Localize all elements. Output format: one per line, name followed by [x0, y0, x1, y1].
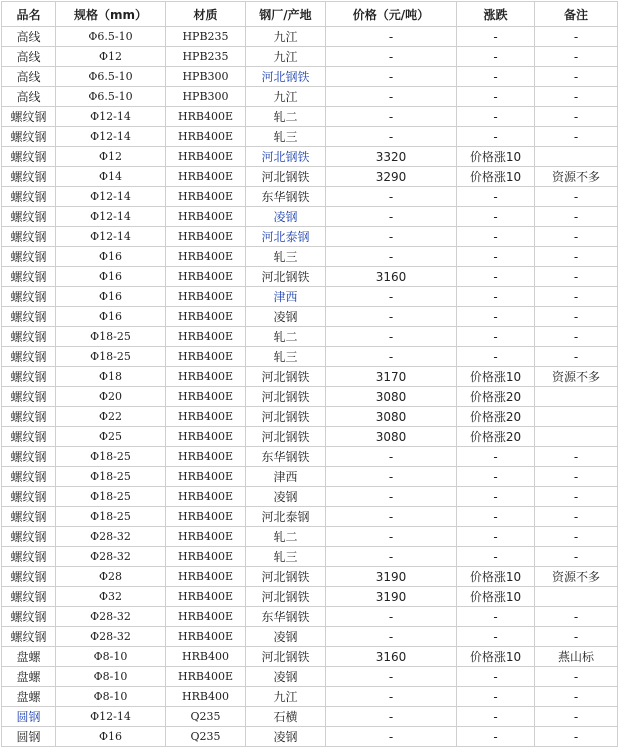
spec-cell: Φ12-14 — [56, 187, 166, 207]
material-cell: HRB400E — [166, 347, 246, 367]
spec-cell: Φ28 — [56, 567, 166, 587]
price-cell: 3080 — [326, 387, 457, 407]
table-row — [2, 307, 618, 327]
origin-cell-link[interactable]: 河北钢铁 — [246, 67, 326, 87]
table-row — [2, 407, 618, 427]
note-cell: - — [535, 67, 618, 87]
change-cell: - — [457, 327, 535, 347]
product-name-cell: 螺纹钢 — [2, 447, 56, 467]
product-name-cell: 螺纹钢 — [2, 467, 56, 487]
price-cell: - — [326, 687, 457, 707]
spec-cell: Φ28-32 — [56, 527, 166, 547]
material-cell: HRB400E — [166, 527, 246, 547]
product-name-cell: 螺纹钢 — [2, 287, 56, 307]
change-cell: - — [457, 307, 535, 327]
price-cell: - — [326, 67, 457, 87]
origin-cell: 轧三 — [246, 347, 326, 367]
price-cell: - — [326, 187, 457, 207]
table-row — [2, 507, 618, 527]
table-row — [2, 87, 618, 107]
price-cell: 3190 — [326, 567, 457, 587]
origin-cell-link[interactable]: 河北钢铁 — [246, 147, 326, 167]
change-cell: 价格涨10 — [457, 647, 535, 667]
note-cell: - — [535, 607, 618, 627]
material-cell: HRB400E — [166, 387, 246, 407]
change-cell: 价格涨20 — [457, 427, 535, 447]
change-cell: - — [457, 267, 535, 287]
product-name-cell: 螺纹钢 — [2, 387, 56, 407]
product-name-cell: 盘螺 — [2, 687, 56, 707]
origin-cell-link[interactable]: 河北泰钢 — [246, 227, 326, 247]
note-cell: - — [535, 627, 618, 647]
change-cell: - — [457, 227, 535, 247]
change-cell: - — [457, 207, 535, 227]
material-cell: HRB400E — [166, 427, 246, 447]
table-row — [2, 247, 618, 267]
origin-cell: 九江 — [246, 47, 326, 67]
note-cell: 资源不多 — [535, 367, 618, 387]
product-name-cell: 螺纹钢 — [2, 607, 56, 627]
price-cell: - — [326, 247, 457, 267]
note-cell: - — [535, 287, 618, 307]
price-cell: - — [326, 607, 457, 627]
material-cell: HPB300 — [166, 67, 246, 87]
note-cell: - — [535, 227, 618, 247]
table-row — [2, 447, 618, 467]
spec-cell: Φ22 — [56, 407, 166, 427]
spec-cell: Φ8-10 — [56, 647, 166, 667]
note-cell: - — [535, 127, 618, 147]
table-row — [2, 267, 618, 287]
spec-cell: Φ12 — [56, 147, 166, 167]
change-cell: - — [457, 27, 535, 47]
origin-cell: 轧三 — [246, 127, 326, 147]
change-cell: - — [457, 467, 535, 487]
note-cell: - — [535, 107, 618, 127]
material-cell: HRB400E — [166, 147, 246, 167]
note-cell: - — [535, 307, 618, 327]
price-cell: - — [326, 467, 457, 487]
change-cell: 价格涨20 — [457, 387, 535, 407]
material-cell: HRB400E — [166, 107, 246, 127]
price-cell: 3160 — [326, 647, 457, 667]
note-cell: - — [535, 47, 618, 67]
spec-cell: Φ28-32 — [56, 607, 166, 627]
price-cell: - — [326, 707, 457, 727]
note-cell: - — [535, 667, 618, 687]
change-cell: - — [457, 127, 535, 147]
spec-cell: Φ18-25 — [56, 447, 166, 467]
note-cell: - — [535, 547, 618, 567]
spec-cell: Φ16 — [56, 307, 166, 327]
note-cell: - — [535, 707, 618, 727]
product-name-cell: 螺纹钢 — [2, 227, 56, 247]
origin-cell: 轧三 — [246, 547, 326, 567]
note-cell: 资源不多 — [535, 567, 618, 587]
product-name-cell: 螺纹钢 — [2, 407, 56, 427]
product-name-cell: 螺纹钢 — [2, 487, 56, 507]
table-row — [2, 667, 618, 687]
price-cell: 3080 — [326, 407, 457, 427]
spec-cell: Φ6.5-10 — [56, 27, 166, 47]
price-cell: - — [326, 307, 457, 327]
table-row — [2, 567, 618, 587]
change-cell: - — [457, 447, 535, 467]
origin-cell: 九江 — [246, 687, 326, 707]
table-header-row — [2, 2, 618, 27]
material-cell: HRB400E — [166, 167, 246, 187]
spec-cell: Φ28-32 — [56, 547, 166, 567]
price-cell: 3290 — [326, 167, 457, 187]
table-row — [2, 67, 618, 87]
origin-cell: 河北钢铁 — [246, 647, 326, 667]
material-cell: HRB400E — [166, 487, 246, 507]
note-cell: - — [535, 207, 618, 227]
note-cell: - — [535, 507, 618, 527]
price-cell: - — [326, 507, 457, 527]
table-row — [2, 607, 618, 627]
product-name-cell: 螺纹钢 — [2, 427, 56, 447]
note-cell: - — [535, 467, 618, 487]
column-header-origin-link[interactable]: 钢厂/产地 — [246, 2, 326, 27]
price-cell: - — [326, 27, 457, 47]
spec-cell: Φ18-25 — [56, 467, 166, 487]
origin-cell: 凌钢 — [246, 727, 326, 747]
spec-cell: Φ18 — [56, 367, 166, 387]
material-cell: HRB400 — [166, 687, 246, 707]
column-header-material: 材质 — [166, 2, 246, 27]
note-cell: - — [535, 267, 618, 287]
spec-cell: Φ16 — [56, 287, 166, 307]
origin-cell: 轧三 — [246, 247, 326, 267]
spec-cell: Φ8-10 — [56, 667, 166, 687]
change-cell: - — [457, 687, 535, 707]
origin-cell: 河北钢铁 — [246, 167, 326, 187]
note-cell: - — [535, 727, 618, 747]
spec-cell: Φ18-25 — [56, 507, 166, 527]
spec-cell: Φ12-14 — [56, 127, 166, 147]
price-cell: - — [326, 527, 457, 547]
product-name-cell: 螺纹钢 — [2, 627, 56, 647]
origin-cell: 河北泰钢 — [246, 507, 326, 527]
price-cell: - — [326, 207, 457, 227]
table-row — [2, 167, 618, 187]
change-cell: - — [457, 547, 535, 567]
price-cell: - — [326, 107, 457, 127]
change-cell: - — [457, 247, 535, 267]
product-name-cell: 螺纹钢 — [2, 107, 56, 127]
material-cell: HRB400E — [166, 667, 246, 687]
spec-cell: Φ12-14 — [56, 207, 166, 227]
price-cell: 3320 — [326, 147, 457, 167]
change-cell: - — [457, 527, 535, 547]
material-cell: HRB400E — [166, 127, 246, 147]
material-cell: Q235 — [166, 707, 246, 727]
origin-cell: 津西 — [246, 467, 326, 487]
price-cell: 3190 — [326, 587, 457, 607]
origin-cell: 凌钢 — [246, 627, 326, 647]
change-cell: - — [457, 707, 535, 727]
note-cell — [535, 407, 618, 427]
product-name-cell: 盘螺 — [2, 647, 56, 667]
note-cell: 资源不多 — [535, 167, 618, 187]
price-cell: - — [326, 487, 457, 507]
origin-cell: 东华钢铁 — [246, 187, 326, 207]
note-cell: - — [535, 347, 618, 367]
note-cell: 燕山标 — [535, 647, 618, 667]
table-row — [2, 227, 618, 247]
table-row — [2, 147, 618, 167]
spec-cell: Φ20 — [56, 387, 166, 407]
product-name-cell: 高线 — [2, 27, 56, 47]
material-cell: HRB400E — [166, 207, 246, 227]
spec-cell: Φ25 — [56, 427, 166, 447]
spec-cell: Φ12-14 — [56, 707, 166, 727]
table-row — [2, 707, 618, 727]
product-name-cell: 螺纹钢 — [2, 147, 56, 167]
product-name-cell: 螺纹钢 — [2, 127, 56, 147]
material-cell: HRB400E — [166, 607, 246, 627]
note-cell: - — [535, 327, 618, 347]
price-cell: - — [326, 667, 457, 687]
spec-cell: Φ16 — [56, 727, 166, 747]
table-row — [2, 727, 618, 747]
price-cell: - — [326, 287, 457, 307]
column-header-note: 备注 — [535, 2, 618, 27]
origin-cell: 凌钢 — [246, 307, 326, 327]
material-cell: HRB400E — [166, 547, 246, 567]
note-cell: - — [535, 487, 618, 507]
price-cell: - — [326, 47, 457, 67]
table-row — [2, 467, 618, 487]
origin-cell: 九江 — [246, 27, 326, 47]
price-cell: - — [326, 87, 457, 107]
column-header-spec: 规格（mm） — [56, 2, 166, 27]
change-cell: 价格涨10 — [457, 567, 535, 587]
table-row — [2, 427, 618, 447]
material-cell: HRB400E — [166, 467, 246, 487]
product-name-cell: 螺纹钢 — [2, 167, 56, 187]
product-name-cell: 圆钢 — [2, 727, 56, 747]
change-cell: - — [457, 187, 535, 207]
product-name-cell: 螺纹钢 — [2, 187, 56, 207]
column-header-change: 涨跌 — [457, 2, 535, 27]
product-name-cell: 盘螺 — [2, 667, 56, 687]
material-cell: HRB400E — [166, 627, 246, 647]
table-row — [2, 327, 618, 347]
note-cell — [535, 387, 618, 407]
product-name-cell: 螺纹钢 — [2, 307, 56, 327]
table-row — [2, 587, 618, 607]
spec-cell: Φ12-14 — [56, 107, 166, 127]
change-cell: - — [457, 487, 535, 507]
table-row — [2, 347, 618, 367]
material-cell: HRB400E — [166, 227, 246, 247]
table-row — [2, 547, 618, 567]
material-cell: HRB400E — [166, 247, 246, 267]
change-cell: - — [457, 507, 535, 527]
note-cell: - — [535, 87, 618, 107]
origin-cell-link[interactable]: 津西 — [246, 287, 326, 307]
table-row — [2, 187, 618, 207]
material-cell: Q235 — [166, 727, 246, 747]
steel-price-table — [1, 1, 618, 747]
origin-cell: 河北钢铁 — [246, 427, 326, 447]
change-cell: - — [457, 607, 535, 627]
table-row — [2, 127, 618, 147]
change-cell: - — [457, 727, 535, 747]
table-row — [2, 687, 618, 707]
origin-cell: 河北钢铁 — [246, 367, 326, 387]
spec-cell: Φ16 — [56, 247, 166, 267]
product-name-cell: 螺纹钢 — [2, 247, 56, 267]
table-row — [2, 207, 618, 227]
spec-cell: Φ32 — [56, 587, 166, 607]
table-row — [2, 47, 618, 67]
material-cell: HPB235 — [166, 27, 246, 47]
change-cell: - — [457, 347, 535, 367]
origin-cell: 轧二 — [246, 107, 326, 127]
material-cell: HRB400E — [166, 187, 246, 207]
note-cell: - — [535, 187, 618, 207]
price-cell: 3080 — [326, 427, 457, 447]
origin-cell: 九江 — [246, 87, 326, 107]
product-name-cell: 螺纹钢 — [2, 547, 56, 567]
spec-cell: Φ18-25 — [56, 487, 166, 507]
product-name-cell-link[interactable]: 圆钢 — [2, 707, 56, 727]
note-cell — [535, 587, 618, 607]
price-cell: - — [326, 347, 457, 367]
table-row — [2, 487, 618, 507]
origin-cell: 东华钢铁 — [246, 447, 326, 467]
price-cell: - — [326, 127, 457, 147]
price-cell: - — [326, 627, 457, 647]
product-name-cell: 高线 — [2, 87, 56, 107]
origin-cell: 凌钢 — [246, 487, 326, 507]
product-name-cell: 高线 — [2, 67, 56, 87]
column-header-price: 价格（元/吨） — [326, 2, 457, 27]
material-cell: HRB400 — [166, 647, 246, 667]
table-row — [2, 627, 618, 647]
material-cell: HRB400E — [166, 507, 246, 527]
origin-cell: 轧二 — [246, 327, 326, 347]
change-cell: 价格涨20 — [457, 407, 535, 427]
price-cell: - — [326, 547, 457, 567]
price-cell: - — [326, 727, 457, 747]
change-cell: 价格涨10 — [457, 147, 535, 167]
product-name-cell: 螺纹钢 — [2, 567, 56, 587]
spec-cell: Φ6.5-10 — [56, 67, 166, 87]
material-cell: HRB400E — [166, 447, 246, 467]
change-cell: - — [457, 667, 535, 687]
material-cell: HPB300 — [166, 87, 246, 107]
change-cell: 价格涨10 — [457, 587, 535, 607]
table-row — [2, 647, 618, 667]
spec-cell: Φ28-32 — [56, 627, 166, 647]
material-cell: HRB400E — [166, 367, 246, 387]
table-row — [2, 527, 618, 547]
spec-cell: Φ16 — [56, 267, 166, 287]
price-cell: - — [326, 327, 457, 347]
product-name-cell: 螺纹钢 — [2, 527, 56, 547]
origin-cell: 河北钢铁 — [246, 587, 326, 607]
material-cell: HPB235 — [166, 47, 246, 67]
note-cell — [535, 427, 618, 447]
change-cell: 价格涨10 — [457, 367, 535, 387]
change-cell: - — [457, 107, 535, 127]
table-row — [2, 27, 618, 47]
table-body — [2, 27, 618, 747]
column-header-name: 品名 — [2, 2, 56, 27]
change-cell: - — [457, 87, 535, 107]
product-name-cell: 螺纹钢 — [2, 367, 56, 387]
origin-cell: 石横 — [246, 707, 326, 727]
spec-cell: Φ18-25 — [56, 327, 166, 347]
product-name-cell: 螺纹钢 — [2, 207, 56, 227]
origin-cell: 河北钢铁 — [246, 387, 326, 407]
material-cell: HRB400E — [166, 307, 246, 327]
table-row — [2, 107, 618, 127]
spec-cell: Φ8-10 — [56, 687, 166, 707]
product-name-cell: 高线 — [2, 47, 56, 67]
price-cell: 3160 — [326, 267, 457, 287]
note-cell: - — [535, 27, 618, 47]
spec-cell: Φ6.5-10 — [56, 87, 166, 107]
origin-cell: 河北钢铁 — [246, 567, 326, 587]
price-cell: - — [326, 447, 457, 467]
change-cell: - — [457, 67, 535, 87]
material-cell: HRB400E — [166, 567, 246, 587]
spec-cell: Φ14 — [56, 167, 166, 187]
spec-cell: Φ12-14 — [56, 227, 166, 247]
origin-cell-link[interactable]: 凌钢 — [246, 207, 326, 227]
change-cell: - — [457, 287, 535, 307]
change-cell: - — [457, 627, 535, 647]
product-name-cell: 螺纹钢 — [2, 587, 56, 607]
origin-cell: 河北钢铁 — [246, 267, 326, 287]
material-cell: HRB400E — [166, 287, 246, 307]
material-cell: HRB400E — [166, 267, 246, 287]
table-row — [2, 367, 618, 387]
product-name-cell: 螺纹钢 — [2, 327, 56, 347]
note-cell — [535, 147, 618, 167]
origin-cell: 凌钢 — [246, 667, 326, 687]
product-name-cell: 螺纹钢 — [2, 507, 56, 527]
spec-cell: Φ18-25 — [56, 347, 166, 367]
change-cell: - — [457, 47, 535, 67]
note-cell: - — [535, 247, 618, 267]
origin-cell: 轧二 — [246, 527, 326, 547]
note-cell: - — [535, 447, 618, 467]
price-cell: - — [326, 227, 457, 247]
origin-cell: 东华钢铁 — [246, 607, 326, 627]
material-cell: HRB400E — [166, 587, 246, 607]
spec-cell: Φ12 — [56, 47, 166, 67]
product-name-cell: 螺纹钢 — [2, 347, 56, 367]
material-cell: HRB400E — [166, 407, 246, 427]
note-cell: - — [535, 527, 618, 547]
note-cell: - — [535, 687, 618, 707]
table-row — [2, 287, 618, 307]
product-name-cell: 螺纹钢 — [2, 267, 56, 287]
table-row — [2, 387, 618, 407]
change-cell: 价格涨10 — [457, 167, 535, 187]
material-cell: HRB400E — [166, 327, 246, 347]
price-cell: 3170 — [326, 367, 457, 387]
origin-cell: 河北钢铁 — [246, 407, 326, 427]
